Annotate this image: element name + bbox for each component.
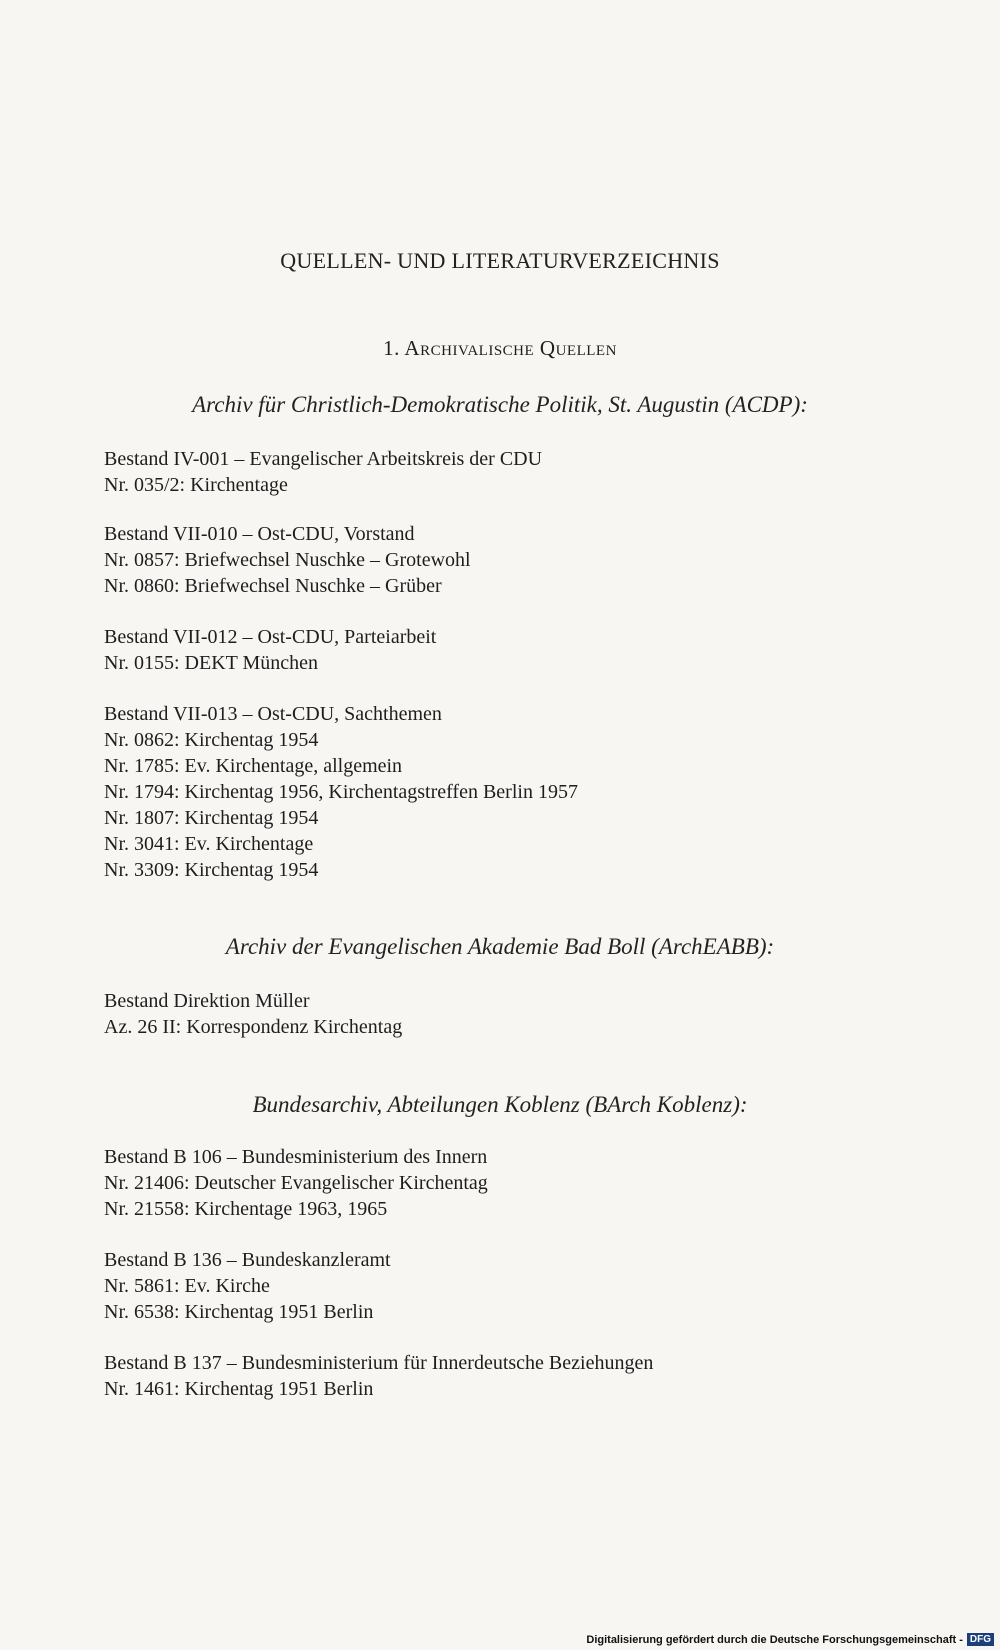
bestand-block [104, 521, 471, 599]
bestand-item: Nr. 0857: Briefwechsel Nuschke – Grotewohl [104, 549, 471, 571]
bestand-block [104, 1350, 653, 1402]
bestand-name: Bestand VII-012 – Ost-CDU, Parteiarbeit [104, 626, 437, 648]
bestand-item: Nr. 21558: Kirchentage 1963, 1965 [104, 1198, 388, 1220]
bestand-block [104, 701, 578, 883]
dfg-logo: DFG [967, 1633, 994, 1646]
bestand-item: Nr. 0860: Briefwechsel Nuschke – Grüber [104, 575, 442, 597]
archive-heading-barch: Bundesarchiv, Abteilungen Koblenz (BArch Koblenz): [252, 1092, 748, 1117]
bestand-item: Nr. 1794: Kirchentag 1956, Kirchentagstreffen Berlin 1957 [104, 781, 578, 803]
bestand-block [104, 1247, 391, 1325]
bestand-name: Bestand VII-010 – Ost-CDU, Vorstand [104, 523, 415, 545]
section-heading: 1. Archivalische Quellen [383, 336, 617, 360]
archive-heading-acdp: Archiv für Christlich-Demokratische Politik, St. Augustin (ACDP): [192, 392, 808, 417]
bestand-item: Nr. 035/2: Kirchentage [104, 474, 288, 496]
bestand-item: Nr. 1807: Kirchentag 1954 [104, 807, 319, 829]
bestand-item: Nr. 0155: DEKT München [104, 652, 319, 674]
bestand-block [104, 1144, 488, 1222]
bestand-item: Nr. 3309: Kirchentag 1954 [104, 859, 319, 881]
bestand-name: Bestand VII-013 – Ost-CDU, Sachthemen [104, 703, 442, 725]
bestand-block [104, 624, 436, 676]
page-title: QUELLEN- UND LITERATURVERZEICHNIS [280, 248, 720, 273]
bestand-name: Bestand B 106 – Bundesministerium des Innern [104, 1146, 488, 1168]
credit-text: Digitalisierung gefördert durch die Deutsche Forschungsgemeinschaft - [586, 1633, 963, 1646]
bestand-name: Bestand B 137 – Bundesministerium für Innerdeutsche Beziehungen [104, 1352, 654, 1374]
archive-heading-archeabb: Archiv der Evangelischen Akademie Bad Boll (ArchEABB): [225, 934, 775, 959]
bestand-item: Nr. 0862: Kirchentag 1954 [104, 729, 319, 751]
bestand-item: Nr. 3041: Ev. Kirchentage [104, 833, 314, 855]
bestand-name: Bestand B 136 – Bundeskanzleramt [104, 1249, 391, 1271]
bestand-item: Nr. 21406: Deutscher Evangelischer Kirchentag [104, 1172, 488, 1194]
bestand-name: Bestand IV-001 – Evangelischer Arbeitskreis der CDU [104, 448, 543, 470]
bestand-block [104, 988, 402, 1040]
bestand-item: Nr. 1461: Kirchentag 1951 Berlin [104, 1378, 374, 1400]
digitization-credit [586, 1633, 994, 1646]
bestand-item: Nr. 5861: Ev. Kirche [104, 1275, 270, 1297]
bestand-item: Nr. 6538: Kirchentag 1951 Berlin [104, 1301, 374, 1323]
bestand-item: Az. 26 II: Korrespondenz Kirchentag [104, 1016, 403, 1038]
bestand-item: Nr. 1785: Ev. Kirchentage, allgemein [104, 755, 403, 777]
bestand-name: Bestand Direktion Müller [104, 990, 310, 1012]
bestand-block [104, 446, 542, 498]
